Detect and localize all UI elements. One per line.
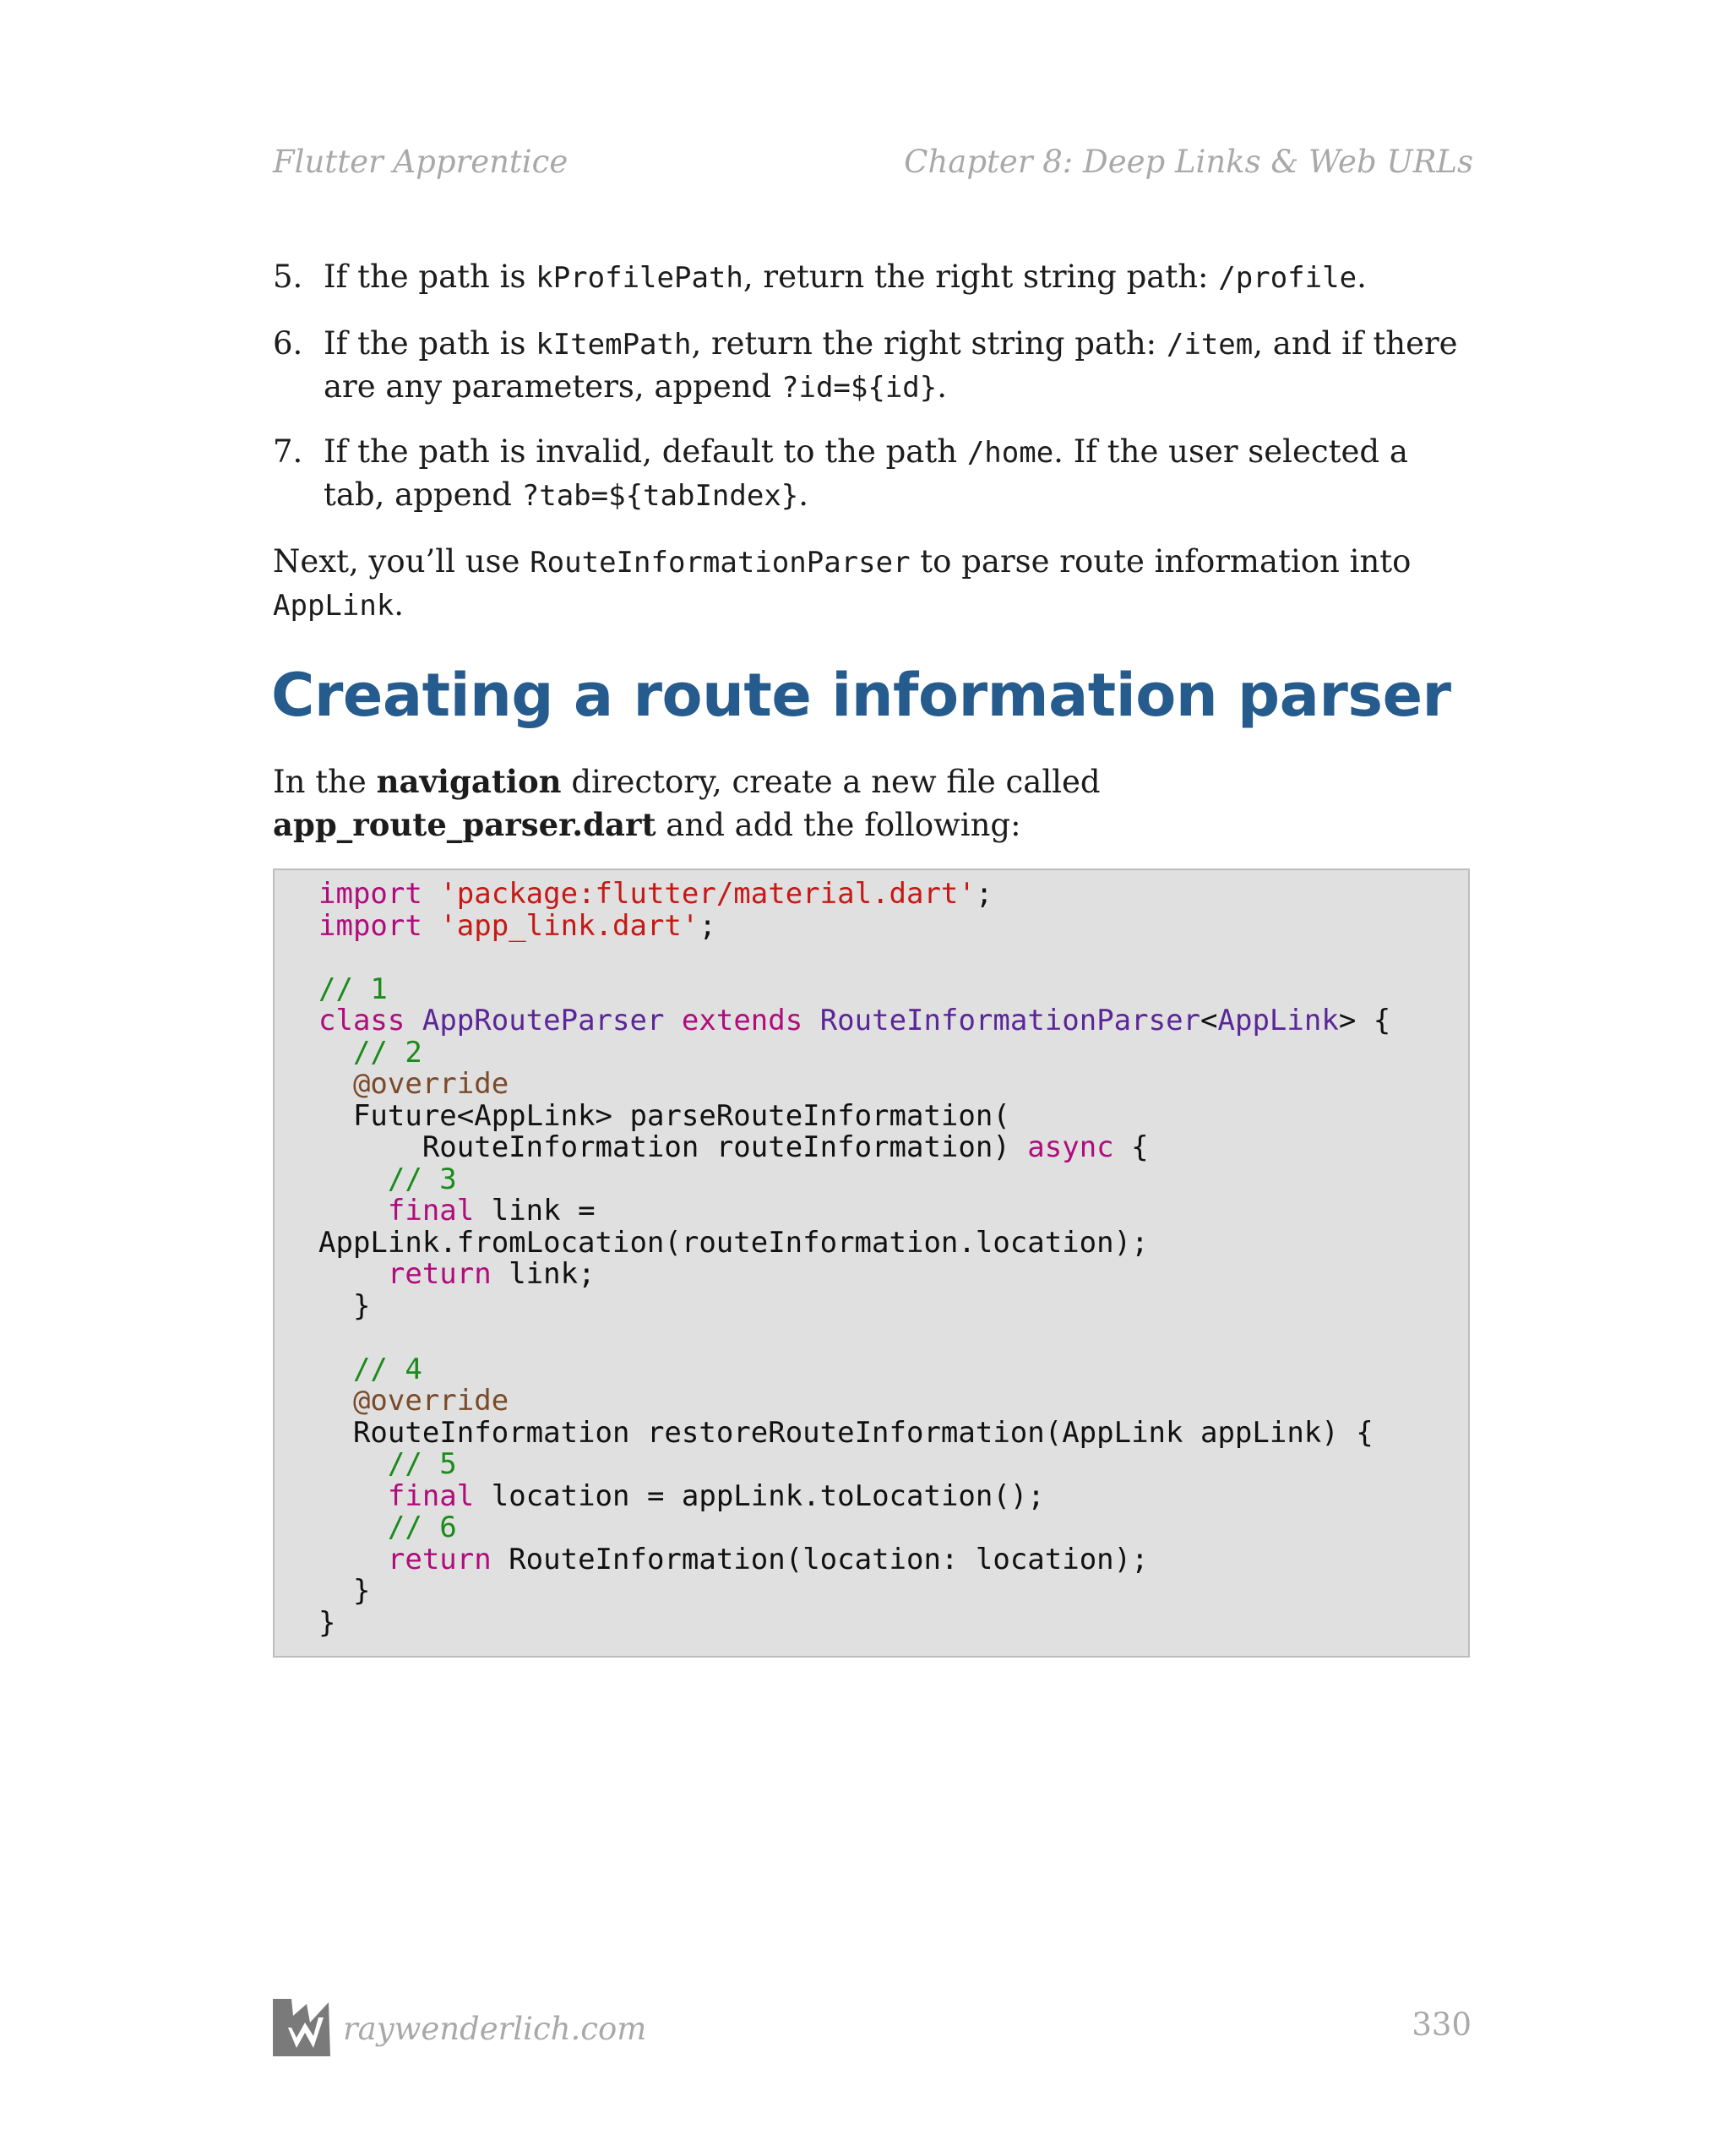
section-title: Creating a route information parser: [271, 661, 1451, 730]
running-header-book-title: Flutter Apprentice: [273, 144, 569, 180]
list-item-5: 5. If the path is kProfilePath, return the right string path: /profile.: [273, 256, 1472, 299]
inline-code: RouteInformationParser: [530, 546, 911, 580]
list-item-6: 6. If the path is kItemPath, return the right string path: /item, and if there are any parameters, append ?id=${id}.: [273, 323, 1472, 409]
inline-code: ?tab=${tabIndex}: [521, 479, 799, 513]
list-number: 5.: [273, 259, 303, 295]
running-header-chapter: Chapter 8: Deep Links & Web URLs: [904, 144, 1473, 180]
code-block: [273, 868, 1470, 1658]
inline-code: ?id=${id}: [781, 371, 938, 405]
inline-code: AppLink: [273, 589, 394, 623]
footer-site-link[interactable]: raywenderlich.com: [343, 2011, 647, 2047]
inline-code: /home: [966, 436, 1054, 470]
list-number: 6.: [273, 325, 303, 362]
raywenderlich-logo-icon: [273, 1999, 330, 2056]
next-paragraph: Next, you’ll use RouteInformationParser to parse route information into AppLink.: [273, 543, 1412, 623]
intro-paragraph: In the navigation directory, create a new file called app_route_parser.dart and add the following:: [273, 763, 1101, 843]
inline-code: kItemPath: [536, 328, 692, 362]
inline-code: /profile: [1218, 261, 1357, 295]
page-number: 330: [1412, 2006, 1472, 2043]
bold-filename: app_route_parser.dart: [273, 806, 656, 843]
list-item-7: 7. If the path is invalid, default to the path /home. If the user selected a tab, append ?tab=${tabIndex}.: [273, 431, 1472, 517]
inline-code: /item: [1166, 328, 1254, 362]
code-listing: import 'package:flutter/material.dart'; import 'app_link.dart'; // 1 class AppRouteParser extends RouteInformationParser<AppLink> { // 2 @override Future<AppLink> parseRouteInformation( RouteInformation routeInformation) async { // 3 final link = AppLink.fromLocation(routeInformation.location); return link; } // 4 @override RouteInformation restoreRouteInformation(AppLink appLink) { // 5 final location = appLink.toLocation(); // 6 return RouteInformation(location: location); } }: [318, 877, 1391, 1640]
bold-term: navigation: [376, 763, 562, 800]
list-number: 7.: [273, 433, 303, 470]
inline-code: kProfilePath: [536, 261, 743, 295]
